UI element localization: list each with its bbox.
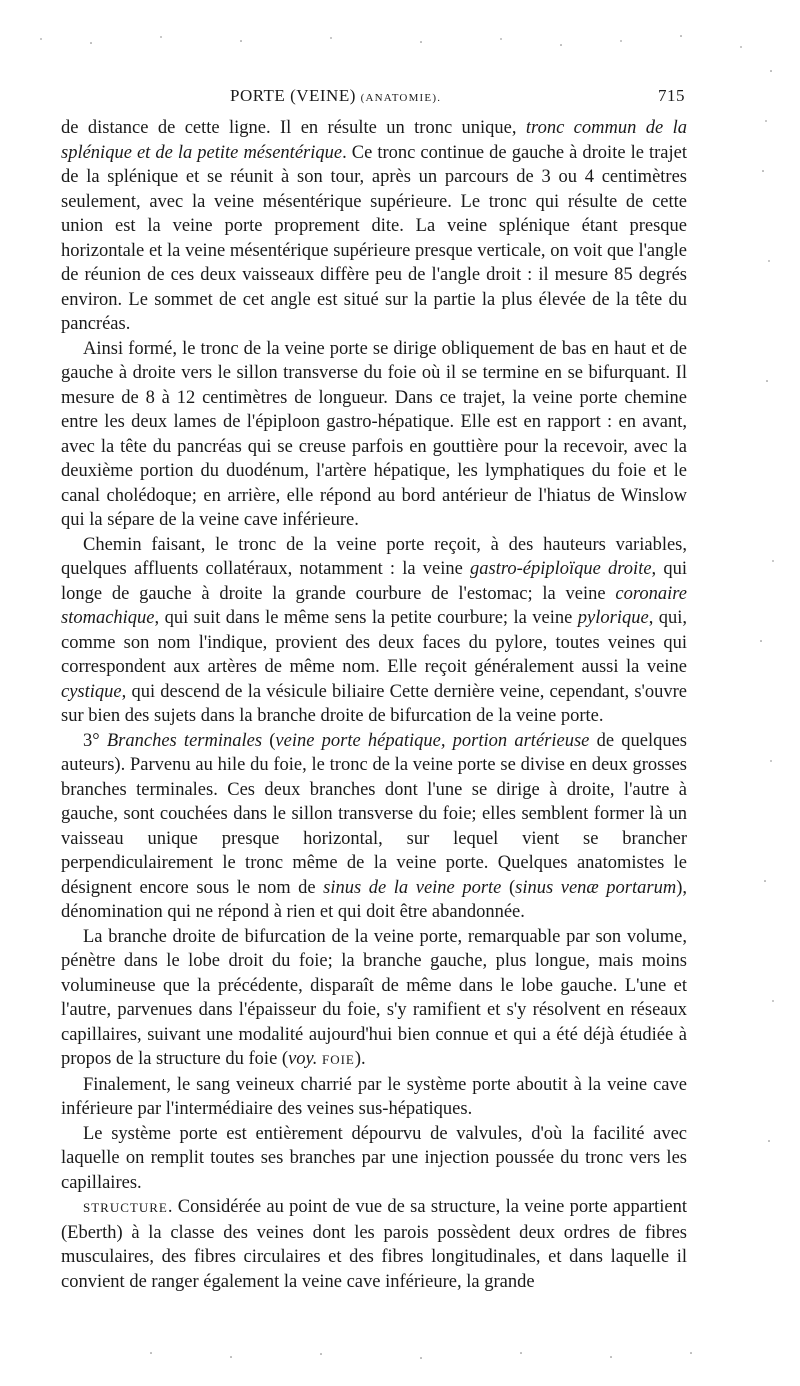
text-run: La branche droite de bifurcation de la veine porte, remarquable par son volume, pénètre dans le lobe droit du foie; la branche gauche, plus longue, mais moins volumineuse que la précédente, disparaît de même dans le lobe gauche. L'une et l'autre, parvenues dans l'épaisseur du foie, s'y ramifient et s'y résolvent en réseaux capillaires, suivant une modalité aujourd'hui bien connue et qui a été déjà étudiée à propos de la structure du foie ( xyxy=(61,926,687,1069)
text-run: de distance de cette ligne. Il en résulte un tronc unique, xyxy=(61,118,526,138)
text-run: . Ce tronc continue de gauche à droite le trajet de la splénique et se réunit à son tour, après un parcours de 3 ou 4 centimètres seulement, avec la veine mésentérique supérieure. Le tronc qui résulte de cette union est la veine porte proprement dite. La veine splénique étant presque horizontale et la veine mésentérique supérieure presque verticale, on voit que l'angle de réunion de ces deux vaisseaux diffère peu de l'angle droit : il mesure 85 degrés environ. Le sommet de cet angle est situé sur la partie la plus élevée de la tête du pancréas. xyxy=(61,142,687,334)
speck xyxy=(770,70,772,72)
paragraph xyxy=(61,533,687,729)
text-run: Chemin faisant, le tronc de la veine porte reçoit, à des hauteurs variables, quelques affluents collatéraux, notamment : la veine xyxy=(61,534,687,579)
speck xyxy=(520,1352,522,1354)
speck xyxy=(90,42,92,44)
speck xyxy=(230,1356,232,1358)
italic-text: veine porte hépatique, portion artérieuse xyxy=(275,730,590,751)
speck xyxy=(560,44,562,46)
italic-text: tronc commun de la splénique et de la petite mésentérique xyxy=(61,118,687,163)
text-run: ( xyxy=(262,730,276,751)
speck xyxy=(40,38,42,40)
text-run: Finalement, le sang veineux charrié par le système porte aboutit à la veine cave inférieure par l'intermédiaire des veines sus-hépatiques. xyxy=(61,1074,687,1119)
speck xyxy=(765,120,767,122)
italic-text: Branches terminales xyxy=(106,730,263,751)
text-run: de quelques auteurs). Parvenu au hile du foie, le tronc de la veine porte se divise en deux grosses branches terminales. Ces deux branches dont l'une se dirige à droite, l'autre à gauche, sont couchées dans le sillon transverse du foie; elles semblent former là un vaisseau unique presque horizontal, sur lequel vient se brancher perpendiculairement le tronc même de la veine porte. Quelques anatomistes le désignent encore sous le nom de xyxy=(61,730,687,898)
italic-text: coronaire stomachique xyxy=(61,583,687,628)
speck xyxy=(500,38,502,40)
speck xyxy=(762,170,764,172)
italic-text: cystique xyxy=(61,681,122,702)
italic-text: sinus venæ portarum xyxy=(515,877,677,898)
speck xyxy=(150,1352,152,1354)
paragraph xyxy=(61,1073,687,1122)
italic-text: gastro-épiploïque droite xyxy=(470,559,652,579)
text-run: Ainsi formé, le tronc de la veine porte se dirige obliquement de bas en haut et de gauche à droite vers le sillon transverse du foie où il se termine en se bifurquant. Il mesure de 8 à 12 centimètres de longueur. Dans ce trajet, la veine porte chemine entre les deux lames de l'épiploon gastro-hépatique. Elle est en rapport : en avant, avec la tête du pancréas qui se creuse parfois en gouttière pour la recevoir, avec la deuxième portion du duodénum, l'artère hépatique, les lymphatiques du foie et le canal cholédoque; en arrière, elle répond au bord antérieur de l'hiatus de Winslow qui la sépare de la veine cave inférieure. xyxy=(61,338,687,530)
speck xyxy=(160,36,162,38)
small-caps-text: STRUCTURE xyxy=(83,1200,168,1215)
small-caps-text: FOIE xyxy=(321,1052,355,1067)
speck xyxy=(320,1353,322,1355)
speck xyxy=(420,41,422,43)
speck xyxy=(770,760,772,762)
speck xyxy=(620,40,622,42)
speck xyxy=(768,1140,770,1142)
text-run: , qui longe de gauche à droite la grande courbure de l'estomac; la veine xyxy=(61,559,687,604)
italic-text: sinus de la veine porte xyxy=(323,877,502,898)
page-number: 715 xyxy=(658,86,685,105)
running-title-section: (ANATOMIE). xyxy=(360,92,442,104)
speck xyxy=(330,37,332,39)
paragraph xyxy=(61,116,687,337)
text-run: , qui suit dans le même sens la petite courbure; la veine xyxy=(154,608,578,628)
speck xyxy=(772,560,774,562)
speck xyxy=(768,260,770,262)
text-run: ), dénomination qui ne répond à rien et qui doit être abandonnée. xyxy=(61,877,687,922)
text-run: . Considérée au point de vue de sa structure, la veine porte appartient (Eberth) à la classe des veines dont les parois possèdent deux ordres de fibres musculaires, des fibres circulaires et des fibres longitudinales, et dans laquelle il convient de ranger également la veine cave inférieure, la grande xyxy=(61,1197,687,1292)
italic-text: pylorique xyxy=(577,608,649,628)
body-text xyxy=(61,116,687,1294)
speck xyxy=(760,640,762,642)
speck xyxy=(690,1352,692,1354)
running-title-main: PORTE (VEINE) xyxy=(230,86,356,105)
text-run: 3° xyxy=(83,730,107,751)
speck xyxy=(420,1357,422,1359)
speck xyxy=(766,380,768,382)
text-run: , qui, comme son nom l'indique, provient des deux faces du pylore, toutes veines qui correspondent aux artères de même nom. Elle reçoit généralement aussi la veine xyxy=(61,608,688,677)
text-run: Le système porte est entièrement dépourvu de valvules, d'où la facilité avec laquelle on remplit toutes ses branches par une injection poussée du tronc vers les capillaires. xyxy=(61,1123,687,1193)
italic-text: voy. xyxy=(288,1049,318,1069)
text-run: ( xyxy=(501,877,516,898)
speck xyxy=(764,880,766,882)
speck xyxy=(740,46,742,48)
paragraph xyxy=(61,1122,687,1196)
speck xyxy=(772,1000,774,1002)
speck xyxy=(240,40,242,42)
text-run: , qui descend de la vésicule biliaire Cette dernière veine, cependant, s'ouvre sur bien des sujets dans la branche droite de bifurcation de la veine porte. xyxy=(61,681,687,726)
running-head xyxy=(60,86,685,110)
paragraph xyxy=(61,1195,687,1294)
speck xyxy=(610,1356,612,1358)
paragraph xyxy=(61,337,687,533)
speck xyxy=(680,35,682,37)
running-title xyxy=(230,86,441,106)
paragraph xyxy=(61,925,687,1073)
text-run: ). xyxy=(354,1049,366,1069)
paragraph xyxy=(61,729,687,925)
